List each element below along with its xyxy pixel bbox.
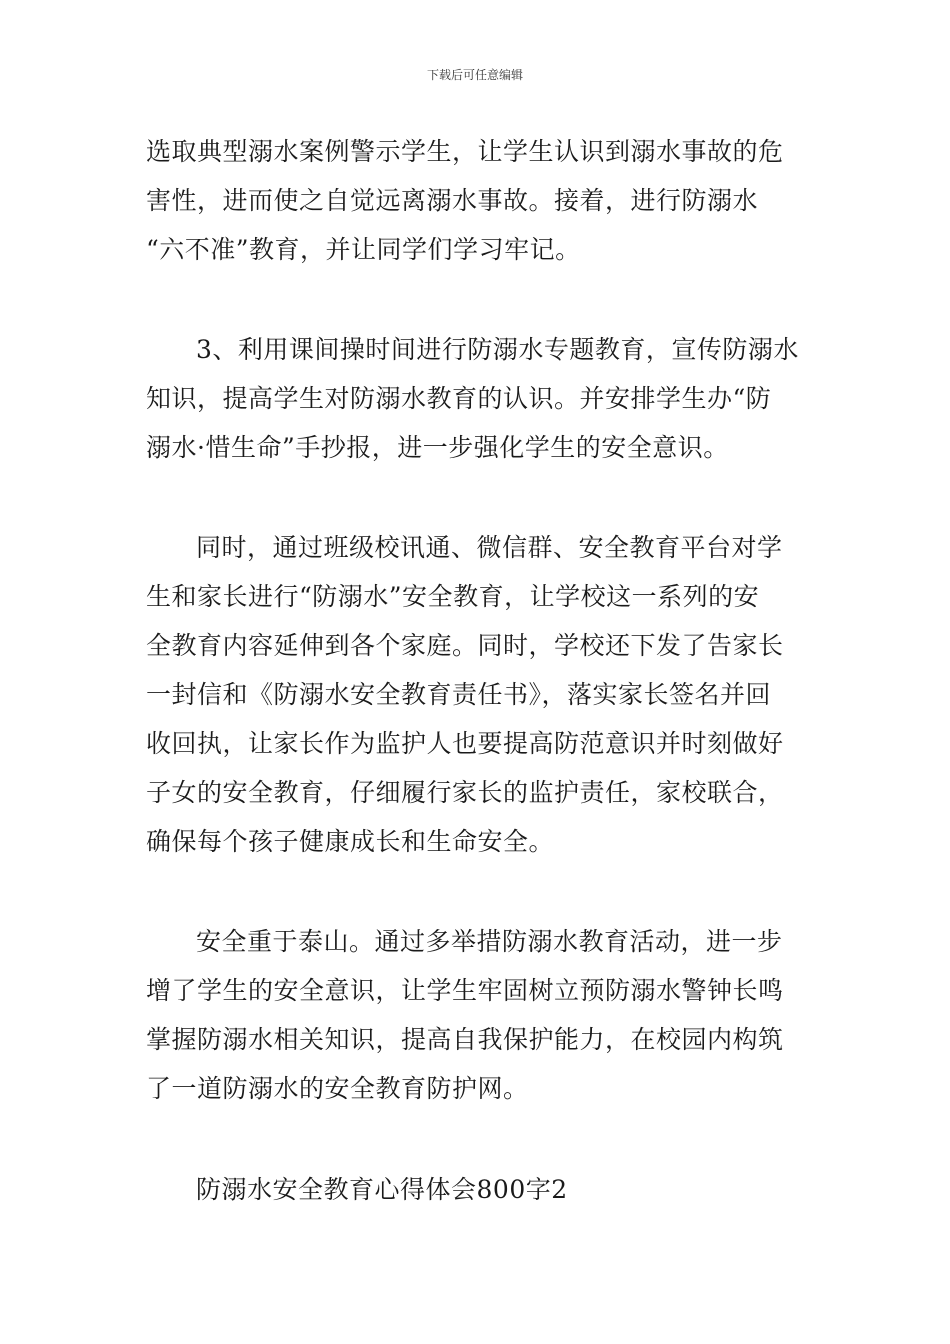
paragraph-line: 了一道防溺水的安全教育防护网。 [146,1074,529,1103]
header-note: 下载后可任意编辑 [426,68,523,82]
paragraph-line: 收回执，让家长作为监护人也要提高防范意识并时刻做好 [146,729,784,758]
paragraph-line: 同时，通过班级校讯通、微信群、安全教育平台对学 [196,533,783,562]
paragraph-line: 子女的安全教育，仔细履行家长的监护责任，家校联合， [146,778,784,807]
paragraph-3 [146,523,810,866]
paragraph-2 [146,325,810,472]
paragraph-line: 知识，提高学生对防溺水教育的认识。并安排学生办“防 [146,384,772,413]
paragraph-4 [146,917,810,1113]
paragraph-line: “六不准”教育，并让同学们学习牢记。 [146,235,581,264]
section-heading-text: 防溺水安全教育心得体会800字2 [196,1175,568,1204]
paragraph-line: 3、利用课间操时间进行防溺水专题教育，宣传防溺水 [196,335,799,364]
paragraph-line: 安全重于泰山。通过多举措防溺水教育活动，进一步 [196,927,783,956]
section-heading [146,1165,810,1214]
paragraph-line: 生和家长进行“防溺水”安全教育，让学校这一系列的安 [146,582,760,611]
paragraph-line: 增了学生的安全意识，让学生牢固树立预防溺水警钟长鸣 [146,976,784,1005]
paragraph-line: 害性，进而使之自觉远离溺水事故。接着，进行防溺水 [146,186,759,215]
paragraph-1 [146,127,810,274]
paragraph-line: 选取典型溺水案例警示学生，让学生认识到溺水事故的危 [146,137,784,166]
paragraph-line: 溺水·惜生命”手抄报，进一步强化学生的安全意识。 [146,433,729,462]
paragraph-line: 一封信和《防溺水安全教育责任书》，落实家长签名并回 [146,680,772,709]
paragraph-line: 掌握防溺水相关知识，提高自我保护能力，在校园内构筑 [146,1025,784,1054]
paragraph-line: 确保每个孩子健康成长和生命安全。 [146,827,555,856]
paragraph-line: 全教育内容延伸到各个家庭。同时，学校还下发了告家长 [146,631,784,660]
